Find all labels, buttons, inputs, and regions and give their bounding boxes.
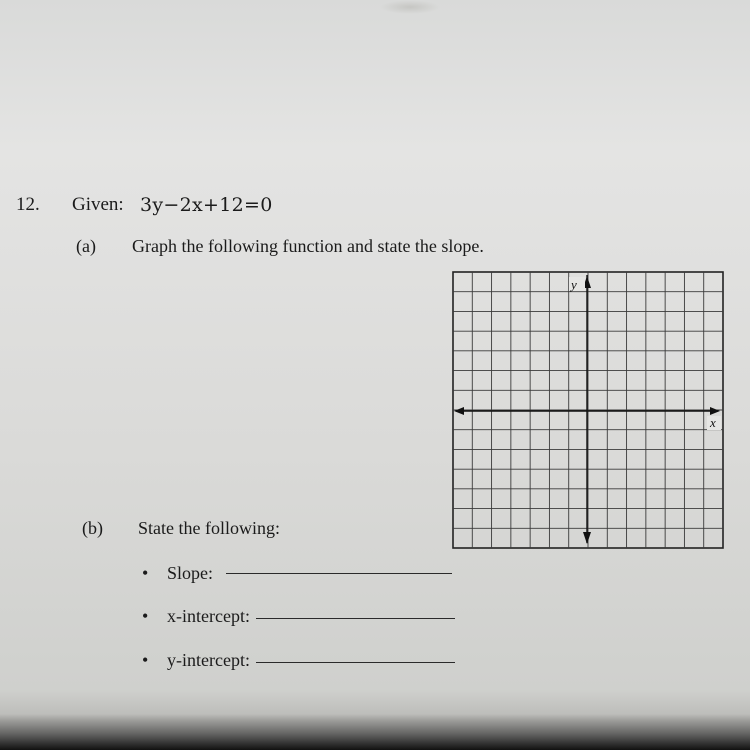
paper-smudge <box>380 0 440 14</box>
x-axis-right-arrow <box>710 407 720 415</box>
part-b-instruction: State the following: <box>138 518 280 538</box>
x-intercept-label: x-intercept: <box>167 606 250 626</box>
x-intercept-bullet: • <box>142 606 149 626</box>
y-intercept-answer-line[interactable] <box>256 662 455 663</box>
part-a-label: (a) <box>76 236 96 256</box>
y-intercept-bullet: • <box>142 650 149 670</box>
y-axis-label: y <box>571 277 577 292</box>
x-axis-label: x <box>710 415 716 430</box>
y-axis-down-arrow <box>583 532 591 544</box>
coordinate-grid[interactable] <box>452 271 724 549</box>
x-intercept-answer-line[interactable] <box>256 618 455 619</box>
part-b-label: (b) <box>82 518 103 538</box>
question-number: 12. <box>16 194 40 215</box>
given-label: Given: <box>72 194 124 215</box>
slope-answer-line[interactable] <box>226 573 452 574</box>
part-a-instruction: Graph the following function and state the slope. <box>132 236 484 256</box>
grid-lines <box>453 272 723 548</box>
desk-shadow <box>0 714 750 750</box>
slope-bullet: • <box>142 563 149 583</box>
slope-label: Slope: <box>167 563 214 583</box>
coordinate-grid-svg[interactable] <box>452 271 724 549</box>
x-axis-left-arrow <box>454 407 464 415</box>
given-equation: 3y−2x+12=0 <box>140 194 273 216</box>
y-intercept-label: y-intercept: <box>167 650 250 670</box>
